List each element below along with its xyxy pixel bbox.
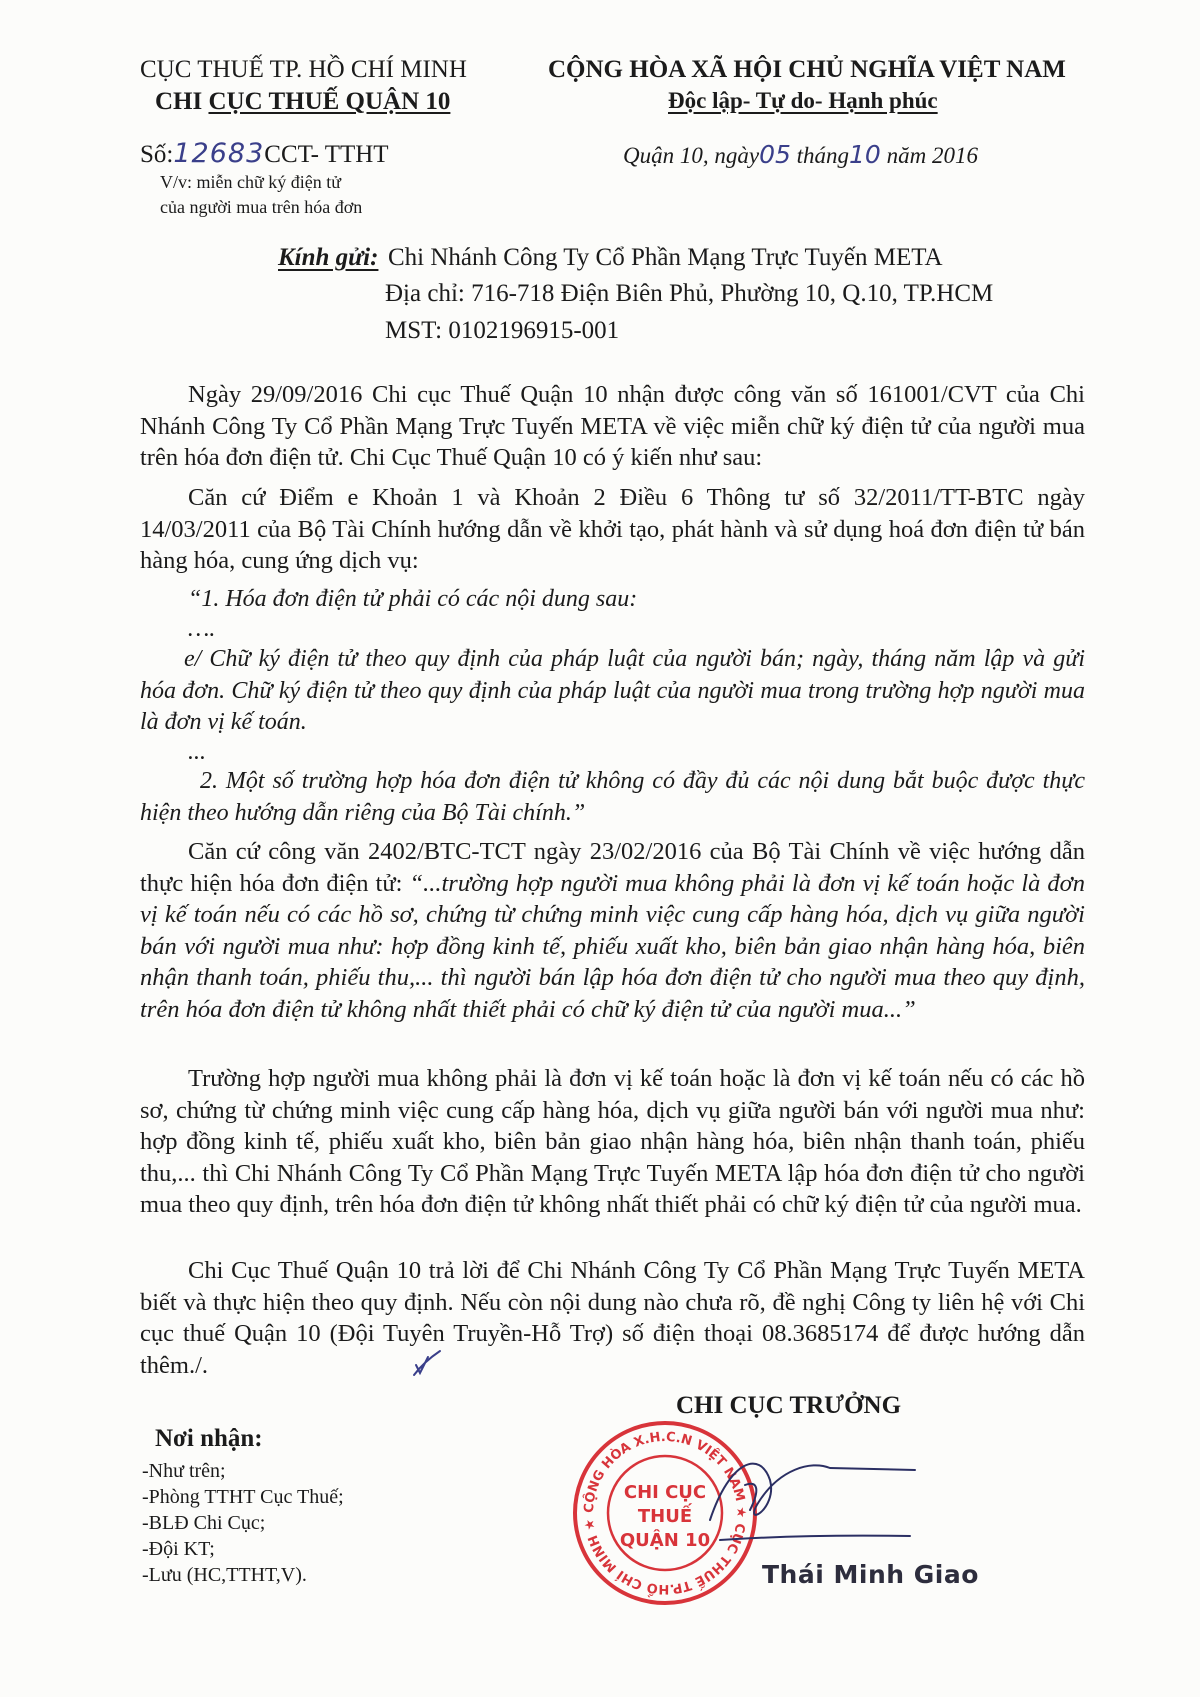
department-prefix: CHI: [155, 88, 209, 115]
seal-center-line-1: CHI CỤC: [623, 1482, 707, 1503]
date-month: 10: [849, 140, 881, 169]
list-item: -Đội KT;: [142, 1538, 215, 1560]
department-underlined: CỤC THUẾ QUẬN 10: [208, 88, 451, 115]
recipient-label: Kính gửi:: [278, 244, 379, 271]
number-suffix: CCT- TTHT: [264, 141, 389, 168]
document-date: [623, 140, 978, 169]
document-number: [140, 138, 389, 169]
date-year: năm 2016: [886, 143, 978, 168]
paragraph-legal-basis-2-quote: “...trường hợp người mua không phải là đơn vị kế toán hoặc là đơn vị kế toán nếu có các hồ sơ, chứng từ chứng minh việc cung cấp hàng hóa, dịch vụ giữa người bán với người mua như: hợp đồng kinh tế, phiếu xuất kho, biên bản giao nhận hàng hóa, biên nhận thanh toán, phiếu thu,... thì người bán lập hóa đơn điện tử cho người mua theo quy định, trên hóa đơn điện tử không nhất thiết phải có chữ ký điện tử của người mua...”: [140, 869, 1085, 1023]
handwritten-signature: [700, 1440, 920, 1560]
seal-ring-text: CỘNG HÒA X.H.C.N VIỆT NAM ★ CỤC THUẾ TP.HỒ CHÍ MINH ★: [581, 1429, 749, 1597]
paragraph-closing: Chi Cục Thuế Quận 10 trả lời để Chi Nhánh Công Ty Cổ Phần Mạng Trực Tuyến META biết và thực hiện theo quy định. Nếu còn nội dung nào chưa rõ, đề nghị Công ty liên hệ với Chi cục thuế Quận 10 (Đội Tuyên Truyền-Hỗ Trợ) số điện thoại 08.3685174 để được hướng dẫn thêm./.: [140, 1257, 1085, 1379]
date-prefix: Quận 10, ngày: [623, 143, 760, 168]
recipient-address: Địa chỉ: 716-718 Điện Biên Phủ, Phường 10, Q.10, TP.HCM: [385, 280, 994, 307]
nation-name: CỘNG HÒA XÃ HỘI CHỦ NGHĨA VIỆT NAM: [548, 56, 1066, 83]
quote-point-e: e/ Chữ ký điện tử theo quy định của pháp luật của người bán; ngày, tháng năm lập và gửi hóa đơn. Chữ ký điện tử theo quy định của pháp luật của người mua trong trường hợp người mua là đơn vị kế toán.: [140, 646, 1085, 735]
number-prefix: Số:: [140, 141, 174, 168]
list-item: -Như trên;: [142, 1460, 226, 1482]
signer-name: Thái Minh Giao: [762, 1560, 979, 1589]
paragraph-conclusion: Trường hợp người mua không phải là đơn vị kế toán hoặc là đơn vị kế toán nếu có các hồ sơ, chứng từ chứng minh việc cung cấp hàng hóa, dịch vụ giữa người bán với người mua như: hợp đồng kinh tế, phiếu xuất kho, biên bản giao nhận hàng hóa, biên nhận thanh toán, phiếu thu,... thì Chi Nhánh Công Ty Cổ Phần Mạng Trực Tuyến META lập hóa đơn điện tử cho người mua theo quy định, trên hóa đơn điện tử không nhất thiết phải có chữ ký điện tử của người mua.: [140, 1065, 1085, 1218]
list-item: -Phòng TTHT Cục Thuế;: [142, 1486, 344, 1508]
department-name: [155, 88, 450, 116]
list-item: -Lưu (HC,TTHT,V).: [142, 1564, 307, 1586]
subject-line-2: của người mua trên hóa đơn: [160, 197, 363, 217]
quote-ellipsis-1: ….: [188, 616, 216, 642]
recipient-name: Chi Nhánh Công Ty Cổ Phần Mạng Trực Tuyến META: [388, 244, 943, 271]
signer-title: CHI CỤC TRƯỞNG: [676, 1392, 902, 1419]
paragraph-intro: Ngày 29/09/2016 Chi cục Thuế Quận 10 nhận được công văn số 161001/CVT của Chi Nhánh Công Ty Cổ Phần Mạng Trực Tuyến META về việc miễn chữ ký điện tử của người mua trên hóa đơn điện tử. Chi Cục Thuế Quận 10 có ý kiến như sau:: [140, 381, 1085, 471]
subject-line-1: V/v: miễn chữ ký điện tử: [160, 172, 341, 192]
quote-line-1: “1. Hóa đơn điện tử phải có các nội dung sau:: [188, 586, 638, 612]
date-day: 05: [759, 140, 791, 169]
national-motto: Độc lập- Tự do- Hạnh phúc: [668, 88, 938, 113]
handwritten-check-mark: [410, 1345, 450, 1385]
list-item: -BLĐ Chi Cục;: [142, 1512, 266, 1534]
paragraph-legal-basis-1: Căn cứ Điểm e Khoản 1 và Khoản 2 Điều 6 Thông tư số 32/2011/TT-BTC ngày 14/03/2011 của Bộ Tài Chính hướng dẫn về khởi tạo, phát hành và sử dụng hoá đơn điện tử bán hàng hóa, cung ứng dịch vụ:: [140, 484, 1085, 574]
handwritten-number: 12683: [173, 138, 265, 169]
recipients-list-title: Nơi nhận:: [155, 1425, 263, 1452]
date-month-label: tháng: [796, 143, 850, 168]
agency-name: CỤC THUẾ TP. HỒ CHÍ MINH: [140, 56, 467, 83]
seal-center-line-3: QUẬN 10: [619, 1530, 711, 1551]
recipient-tax-code: MST: 0102196915-001: [385, 317, 620, 344]
quote-ellipsis-2: ...: [188, 739, 206, 765]
quote-point-2: 2. Một số trường hợp hóa đơn điện tử không có đầy đủ các nội dung bắt buộc được thực hiện theo hướng dẫn riêng của Bộ Tài chính.”: [140, 768, 1085, 826]
seal-center-line-2: THUẾ: [637, 1506, 693, 1527]
paragraph-legal-basis-2-text: Căn cứ công văn 2402/BTC-TCT ngày 23/02/2016 của Bộ Tài Chính về việc hướng dẫn thực hiện hóa đơn điện tử:: [140, 838, 1085, 897]
paragraph-legal-basis-2: [140, 836, 1085, 1025]
